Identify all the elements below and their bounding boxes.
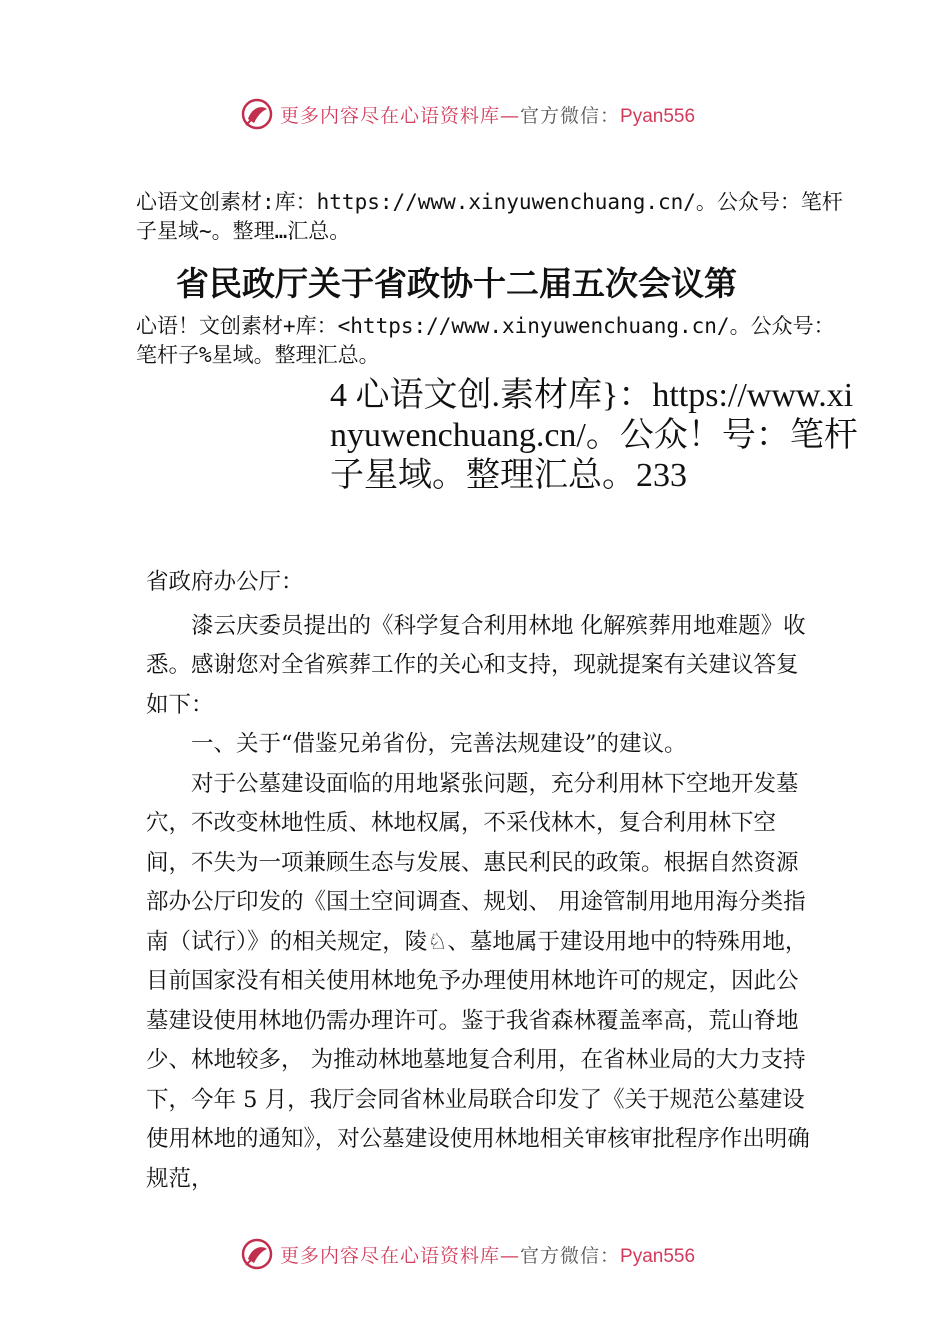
banner-wechat-label: 官方微信： (520, 1244, 621, 1267)
paragraph-1: 漆云庆委员提出的《科学复合利用林地 化解殡葬用地难题》收悉。感谢您对全省殡葬工作的关心和支持，现就提案有关建议答复如下： (146, 612, 806, 718)
banner-wechat-id: Pyan556 (620, 105, 696, 127)
watermark-line-3: 4 心语文创.素材库}：https://www.xinyuwenchuang.cn/。公众！号：笔杆子星域。整理汇总。233 (330, 377, 858, 494)
banner-wechat-id: Pyan556 (620, 1245, 696, 1267)
logo-icon (240, 97, 274, 131)
banner-dash: — (500, 1244, 521, 1267)
banner-wechat-label: 官方微信： (520, 104, 621, 127)
watermark-line-2: 心语！文创素材+库：<https://www.xinyuwenchuang.cn/。公众号：笔杆子%星域。整理汇总。 (136, 314, 835, 367)
banner-text (280, 101, 695, 128)
banner-main: 更多内容尽在心语资料库 (280, 1244, 501, 1267)
document-title: 省民政厅关于省政协十二届五次会议第 (176, 264, 737, 303)
paragraph-3: 对于公墓建设面临的用地紧张问题，充分利用林下空地开发墓穴，不改变林地性质、林地权属，不采伐林木，复合利用林下空间，不失为一项兼顾生态与发展、惠民利民的政策。根据自然资源部办公厅印发的《国土空间调查、规划、 用途管制用地用海分类指南（试行）》的相关规定，陵♘、墓地属于建设用地中的特殊用地，目前国家没有相关使用林地免予办理使用林地许可的规定，因此公墓建设使用林地仍需办理许可。鉴于我省森林覆盖率高，荒山脊地少、林地较多， 为推动林地墓地复合利用，在省林业局的大力支持下，今年 5 月，我厅会同省林业局联合印发了《关于规范公墓建设使用林地的通知》，对公墓建设使用林地相关审核审批程序作出明确规范， (146, 770, 810, 1192)
logo-icon (240, 1237, 274, 1271)
document-body (146, 563, 816, 1199)
salutation: 省政府办公厅： (146, 569, 304, 595)
header-banner (240, 96, 760, 132)
banner-main: 更多内容尽在心语资料库 (280, 104, 501, 127)
paragraph-2: 一、关于“借鉴兄弟省份，完善法规建设”的建议。 (191, 731, 687, 757)
footer-banner (240, 1236, 760, 1272)
banner-text (280, 1241, 695, 1268)
watermark-line-1: 心语文创素材:库：https://www.xinyuwenchuang.cn/。公众号：笔杆子星域~。整理…汇总。 (136, 190, 843, 243)
banner-dash: — (500, 104, 521, 127)
